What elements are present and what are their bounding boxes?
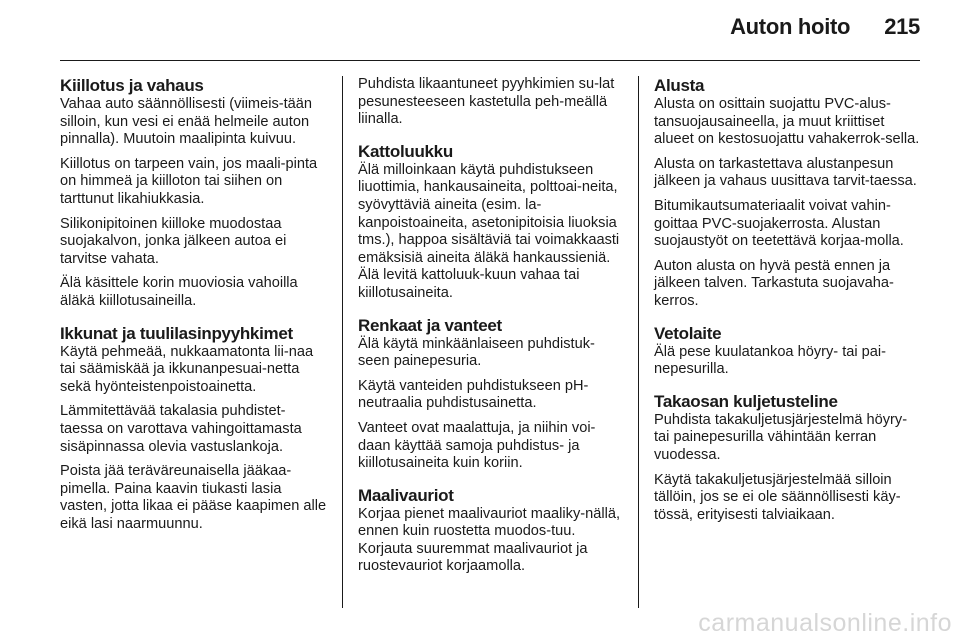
- section-title: Kiillotus ja vahaus: [60, 76, 204, 95]
- section: [60, 76, 328, 311]
- section-title: Kattoluukku: [358, 141, 453, 161]
- paragraph: Auton alusta on hyvä pestä ennen ja jälkeen talven. Tarkastuta suojavaha-kerros.: [654, 257, 894, 309]
- paragraph: Lämmitettävää takalasia puhdistet-taessa on varottava vahingoittamasta sisäpinnassa olevia vastuslankoja.: [60, 403, 302, 455]
- paragraph: Puhdista takakuljetusjärjestelmä höyry- tai painepesurilla vähintään kerran vuodessa.: [654, 411, 908, 463]
- paragraph: Silikonipitoinen kiilloke muodostaa suojakalvon, jonka jälkeen autoa ei tarvitse vahata.: [60, 215, 287, 267]
- column-divider: [638, 76, 639, 608]
- paragraph: Puhdista likaantuneet pyyhkimien su-lat pesunesteeseen kastetulla peh-meällä liinalla.: [358, 76, 615, 128]
- header-rule: [60, 60, 920, 61]
- column-1: [60, 76, 328, 533]
- paragraph: Älä milloinkaan käytä puhdistukseen liuottimia, hankausaineita, polttoai-neita, syövyttäviä aineita (esim. la-kanpoistoaineita, asetonipitoisia liuoksia tms.), happoa sisältäviä tai voimakkaasti emäksisiä aineita äläkä hankaussieniä. Älä levitä kattoluuk-kuun vahaa tai kiillotusaineita.: [358, 161, 620, 301]
- paragraph: Bitumikautsumateriaalit voivat vahin-goittaa PVC-suojakerrosta. Alustan suojaustyöt on teetettävä korjaa-molla.: [654, 197, 904, 250]
- section: [654, 392, 922, 525]
- page-header: [730, 14, 920, 50]
- paragraph: Vahaa auto säännöllisesti (viimeis-tään silloin, kun vesi ei enää helmeile auton pinnalla). Muutoin maalipinta kuivuu.: [60, 96, 313, 148]
- paragraph: Älä pese kuulatankoa höyry- tai pai-nepesurilla.: [654, 343, 887, 378]
- paragraph: Alusta on osittain suojattu PVC-alus-tansuojausaineella, ja muut kriittiset alueet on kestosuojattu vahakerrok-sella.: [654, 96, 920, 148]
- paragraph: Vanteet ovat maalattuja, ja niihin voi-daan käyttää samoja puhdistus- ja kiillotusaineita kuin koriin.: [358, 419, 596, 472]
- section: [358, 486, 626, 576]
- page-number: 215: [884, 14, 920, 39]
- paragraph: Alusta on tarkastettava alustanpesun jälkeen ja vahaus uusittava tarvit-taessa.: [654, 155, 917, 190]
- paragraph: Älä käsittele korin muoviosia vahoilla äläkä kiillotusaineilla.: [60, 275, 298, 309]
- header-title: Auton hoito: [730, 14, 851, 39]
- section: [358, 316, 626, 473]
- section: [654, 324, 922, 379]
- paragraph: Älä käytä minkäänlaiseen puhdistuk-seen painepesuria.: [358, 335, 595, 370]
- column-divider: [342, 76, 343, 608]
- text-columns: [60, 76, 922, 610]
- paragraph: Poista jää teräväreunaisella jääkaa-pimella. Paina kaavin tiukasti lasia vasten, jotta likaa ei pääse kaapimen alle eikä lasi naarmuunnu.: [60, 463, 327, 532]
- section-title: Maalivauriot: [358, 485, 454, 505]
- paragraph: Kiillotus on tarpeen vain, jos maali-pinta on himmeä ja kiilloton tai siihen on tarttunut likahiukkasia.: [60, 155, 318, 207]
- section: [654, 76, 922, 311]
- section-title: Takaosan kuljetusteline: [654, 391, 838, 411]
- section-title: Alusta: [654, 76, 705, 95]
- paragraph: Korjaa pienet maalivauriot maaliky-nällä, ennen kuin ruostetta muodos-tuu. Korjauta suuremmat maalivauriot ja ruostevauriot korjaamolla.: [358, 505, 621, 575]
- column-2: [358, 76, 626, 576]
- section-title: Renkaat ja vanteet: [358, 315, 502, 335]
- paragraph: Käytä takakuljetusjärjestelmää silloin tällöin, jos se ei ole säännöllisesti käy-tössä, erityisesti talviaikaan.: [654, 471, 901, 523]
- section: [358, 76, 626, 129]
- column-3: [654, 76, 922, 524]
- section: [60, 324, 328, 534]
- watermark: carmanualsonline.info: [698, 609, 952, 637]
- paragraph: Käytä pehmeää, nukkaamatonta lii-naa tai säämiskää ja ikkunanpesuai-netta sekä hyönteistenpoistoainetta.: [60, 343, 314, 395]
- section-title: Ikkunat ja tuulilasinpyyhkimet: [60, 323, 293, 343]
- section: [358, 142, 626, 303]
- section-title: Vetolaite: [654, 323, 722, 343]
- paragraph: Käytä vanteiden puhdistukseen pH-neutraalia puhdistusainetta.: [358, 377, 589, 412]
